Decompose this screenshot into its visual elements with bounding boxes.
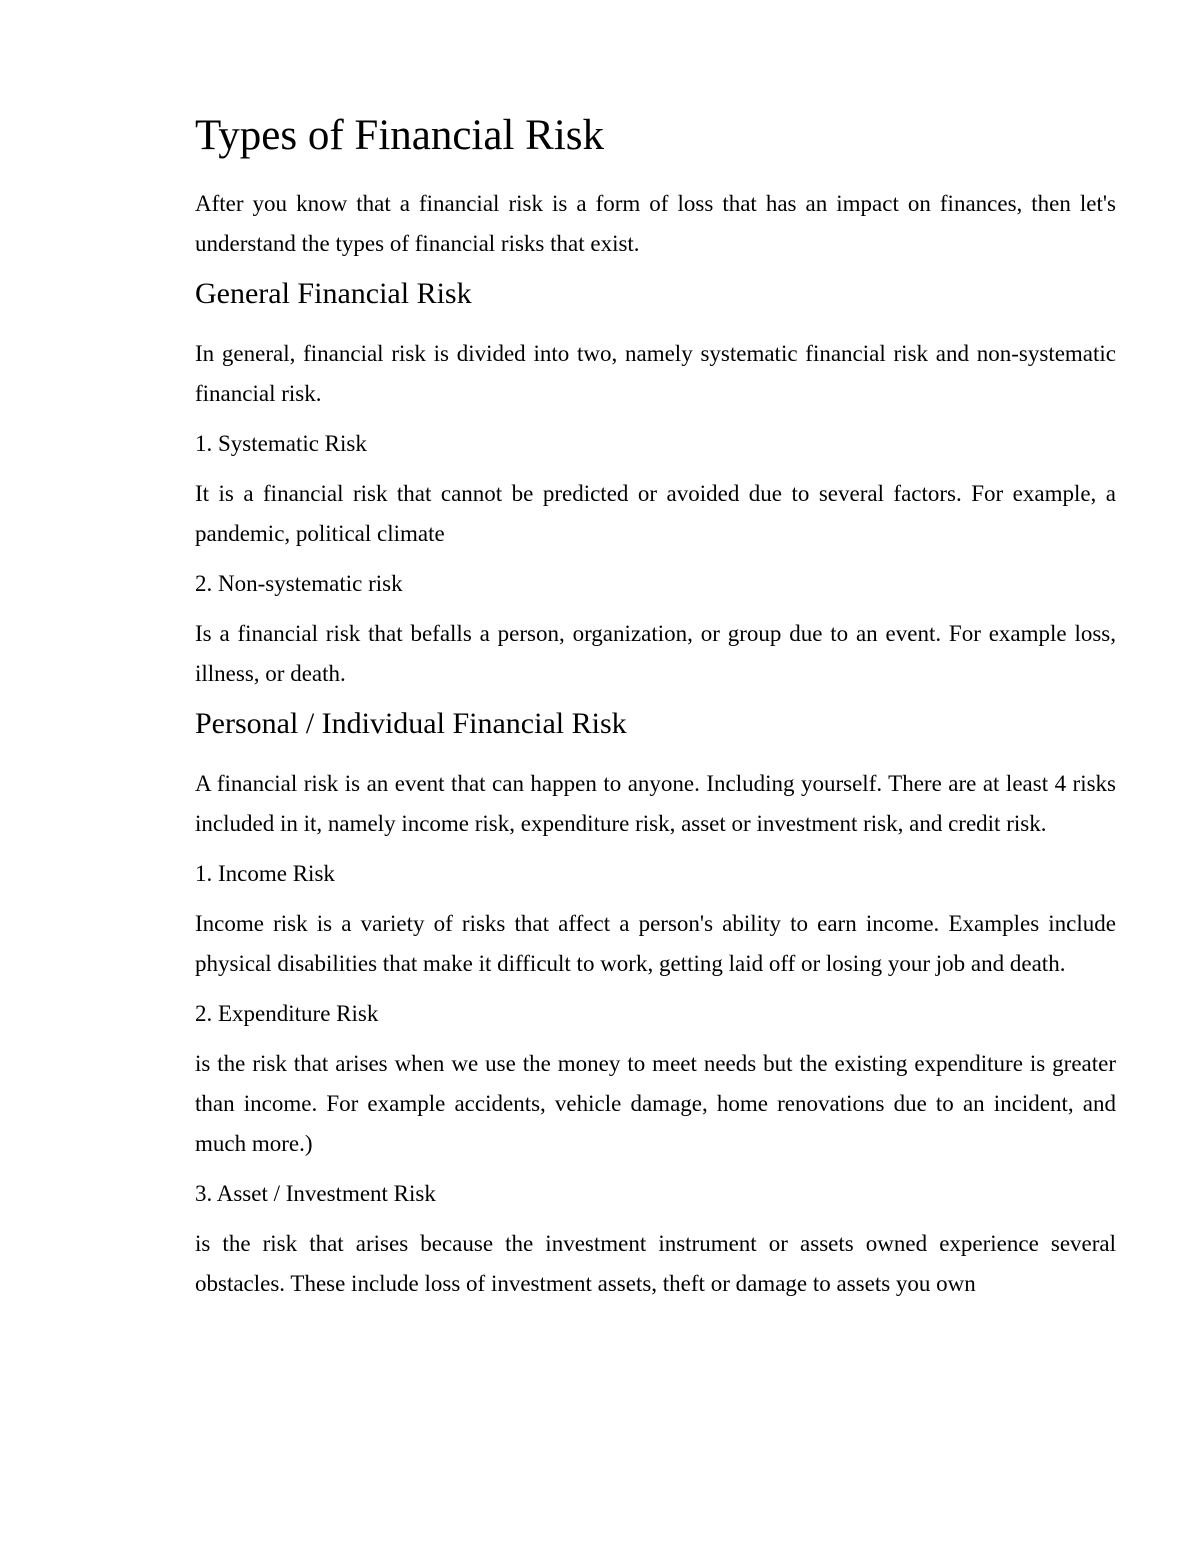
page-title: Types of Financial Risk — [195, 112, 605, 159]
income-risk-text: Income risk is a variety of risks that affect a person's ability to earn income. Examples include physical disabilities that make it difficult to work, getting laid off or losing your job and death. — [195, 911, 1116, 976]
personal-risk-intro: A financial risk is an event that can happen to anyone. Including yourself. There are at least 4 risks included in it, namely income risk, expenditure risk, asset or investment risk, and credit risk. — [195, 771, 1116, 836]
general-risk-heading: General Financial Risk — [195, 277, 472, 310]
systematic-risk-label: 1. Systematic Risk — [195, 431, 367, 456]
general-risk-intro: In general, financial risk is divided into two, namely systematic financial risk and non-systematic financial risk. — [195, 341, 1116, 406]
income-risk-label: 1. Income Risk — [195, 861, 335, 886]
non-systematic-risk-text: Is a financial risk that befalls a person, organization, or group due to an event. For example loss, illness, or death. — [195, 621, 1116, 686]
non-systematic-risk-label: 2. Non-systematic risk — [195, 571, 403, 596]
expenditure-risk-text: is the risk that arises when we use the money to meet needs but the existing expenditure is greater than income. For example accidents, vehicle damage, home renovations due to an incident, and much more.) — [195, 1051, 1116, 1156]
document-page — [195, 108, 1116, 1314]
personal-risk-heading: Personal / Individual Financial Risk — [195, 707, 627, 740]
systematic-risk-text: It is a financial risk that cannot be predicted or avoided due to several factors. For example, a pandemic, political climate — [195, 481, 1116, 546]
asset-investment-risk-text: is the risk that arises because the investment instrument or assets owned experience several obstacles. These include loss of investment assets, theft or damage to assets you own — [195, 1231, 1116, 1296]
intro-paragraph: After you know that a financial risk is a form of loss that has an impact on finances, then let's understand the types of financial risks that exist. — [195, 191, 1116, 256]
expenditure-risk-label: 2. Expenditure Risk — [195, 1001, 379, 1026]
asset-investment-risk-label: 3. Asset / Investment Risk — [195, 1181, 436, 1206]
